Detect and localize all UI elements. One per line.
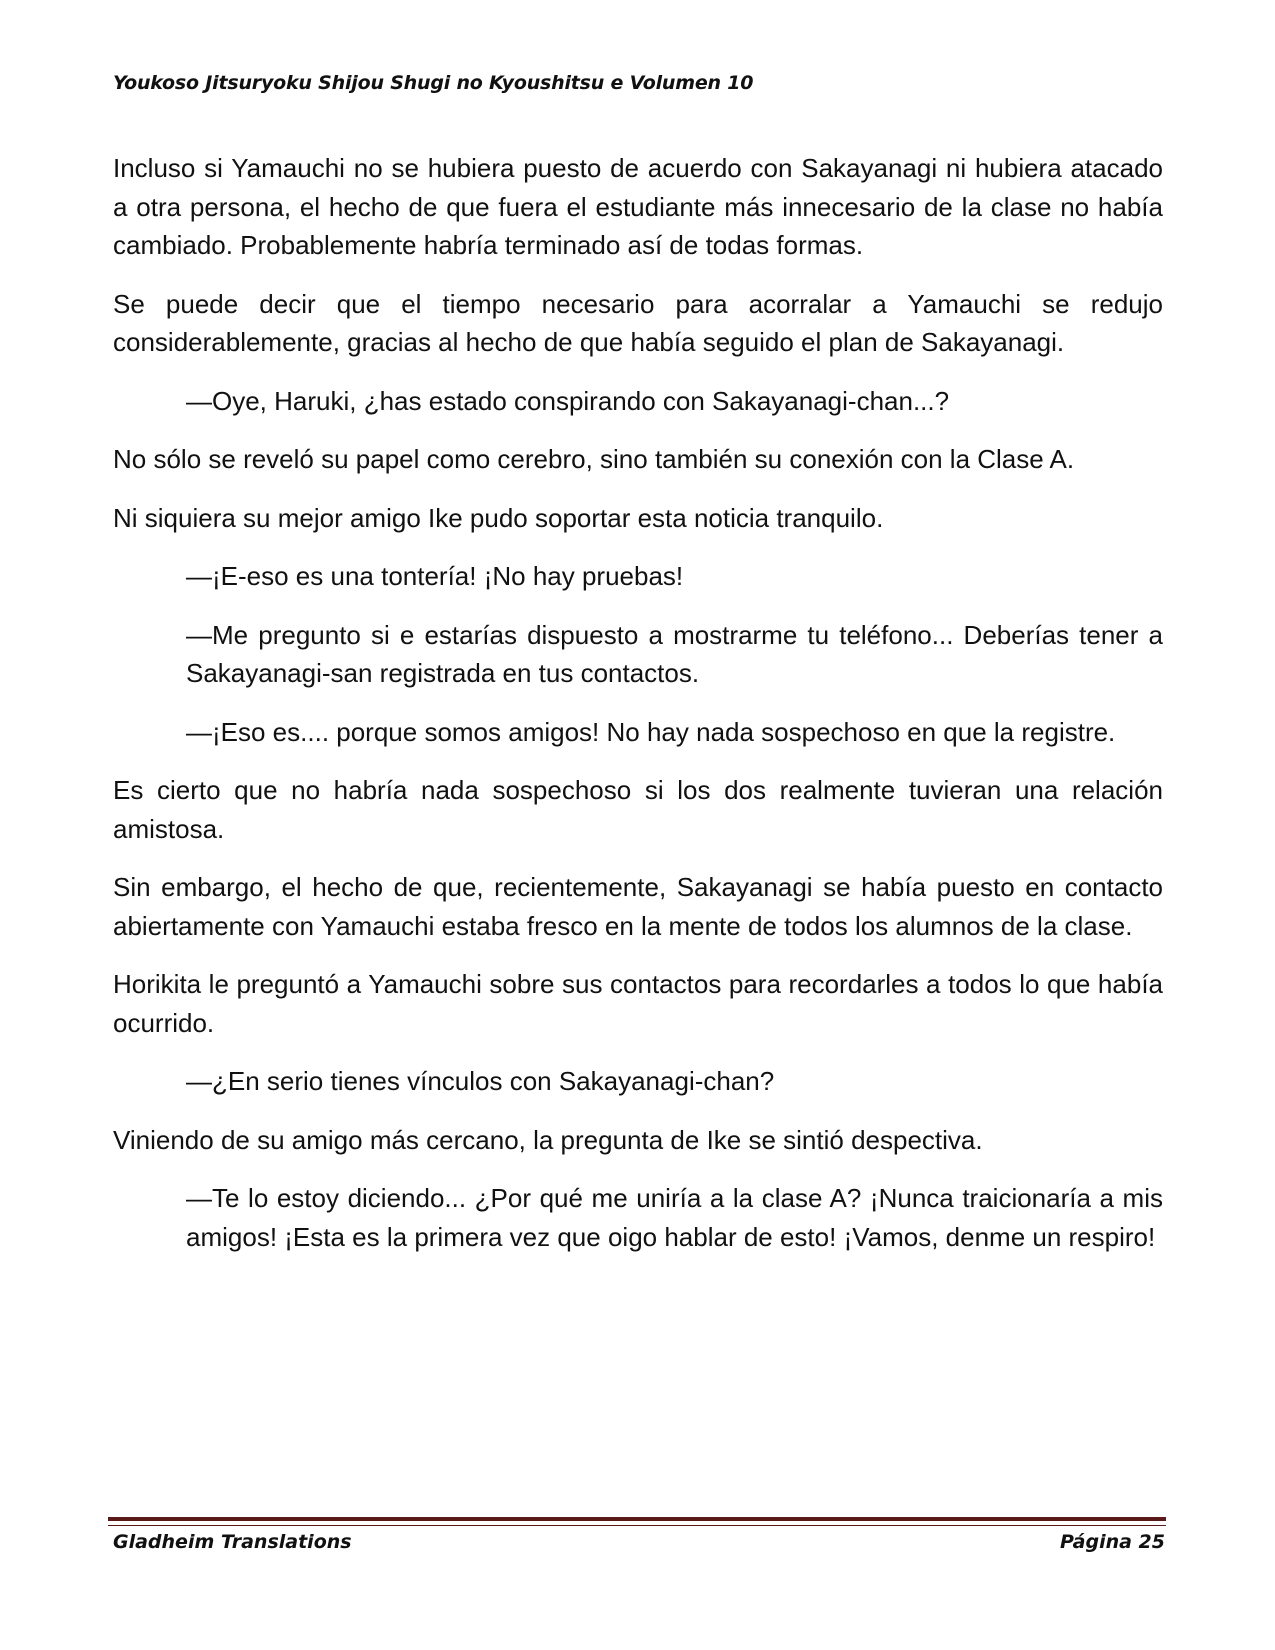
dialog-line: —¡Eso es.... porque somos amigos! No hay nada sospechoso en que la registre. xyxy=(186,716,1116,747)
footer-rule-thin xyxy=(108,1525,1166,1526)
dialog-line: —¿En serio tienes vínculos con Sakayanagi-chan? xyxy=(186,1066,775,1096)
footer-rule xyxy=(108,1517,1166,1521)
paragraph: Es cierto que no habría nada sospechoso si los dos realmente tuvieran una relación amistosa. xyxy=(113,775,1163,844)
dialog-line: —Oye, Haruki, ¿has estado conspirando con Sakayanagi-chan...? xyxy=(186,385,950,416)
dialog-line: —Te lo estoy diciendo... ¿Por qué me uniría a la clase A? ¡Nunca traicionaría a mis amigos! ¡Esta es la primera vez que oigo hablar de esto! ¡Vamos, denme un respiro! xyxy=(186,1183,1163,1252)
paragraph: Incluso si Yamauchi no se hubiera puesto de acuerdo con Sakayanagi ni hubiera atacado a otra persona, el hecho de que fuera el estudiante más innecesario de la clase no había cambiado. Probablemente habría terminado así de todas formas. xyxy=(113,153,1163,260)
paragraph: Horikita le preguntó a Yamauchi sobre sus contactos para recordarles a todos lo que había ocurrido. xyxy=(113,969,1163,1038)
dialog-line: —¡E-eso es una tontería! ¡No hay pruebas! xyxy=(186,561,684,591)
dialog-line: —Me pregunto si e estarías dispuesto a mostrarme tu teléfono... Deberías tener a Sakayanagi-san registrada en tus contactos. xyxy=(186,619,1163,688)
page-number: Página 25 xyxy=(1059,1531,1165,1553)
paragraph: Viniendo de su amigo más cercano, la pregunta de Ike se sintió despectiva. xyxy=(113,1124,983,1155)
paragraph: Ni siquiera su mejor amigo Ike pudo soportar esta noticia tranquilo. xyxy=(113,502,884,533)
paragraph: Sin embargo, el hecho de que, recientemente, Sakayanagi se había puesto en contacto abiertamente con Yamauchi estaba fresco en la mente de todos los alumnos de la clase. xyxy=(113,872,1163,941)
body-text xyxy=(113,149,1163,1276)
footer-credit: Gladheim Translations xyxy=(113,1531,352,1553)
paragraph: No sólo se reveló su papel como cerebro, sino también su conexión con la Clase A. xyxy=(113,444,1075,474)
running-header: Youkoso Jitsuryoku Shijou Shugi no Kyoushitsu e Volumen 10 xyxy=(113,72,754,94)
paragraph: Se puede decir que el tiempo necesario para acorralar a Yamauchi se redujo considerablemente, gracias al hecho de que había seguido el plan de Sakayanagi. xyxy=(113,288,1163,357)
